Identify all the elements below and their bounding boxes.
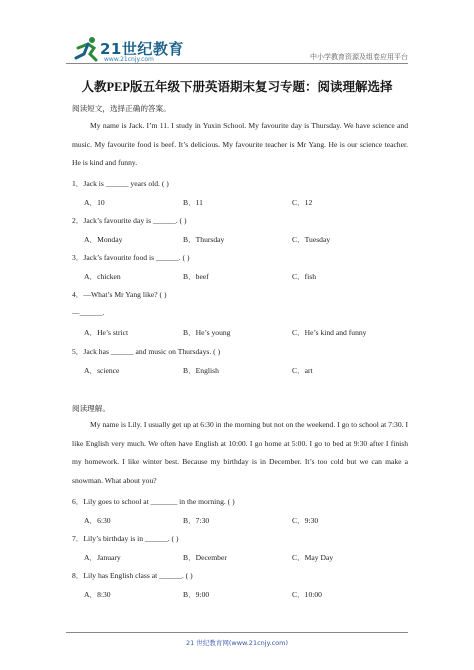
q3-option-c: C．fish	[292, 272, 317, 281]
q4-option-a: A．He’s strict	[84, 328, 129, 337]
q7-option-c: C．May Day	[292, 553, 334, 562]
q7-option-a: A．January	[84, 553, 121, 562]
question-5: 5．Jack has ______ and music on Thursdays. ( )	[72, 347, 221, 356]
runner-logo-icon	[72, 36, 102, 62]
header-platform-text: 中小学教育资源及组卷应用平台	[310, 53, 408, 61]
q5-option-b: B．English	[183, 366, 219, 375]
question-4: 4．—What’s Mr Yang like? ( )	[72, 290, 167, 299]
section1-instruction: 阅读短文，选择正确的答案。	[72, 104, 171, 113]
q7-option-b: B．December	[183, 553, 227, 562]
question-6: 6．Lily goes to school at _______ in the morning. ( )	[72, 497, 235, 506]
footer-text: 21 世纪教育网(www.21cnjy.com)	[186, 639, 288, 647]
q1-option-a: A．10	[84, 198, 105, 207]
q3-option-a: A．chicken	[84, 272, 121, 281]
question-7: 7．Lily’s birthday is in ______. ( )	[72, 534, 179, 543]
section2-instruction: 阅读理解。	[72, 404, 110, 413]
question-4-answer-line: —______.	[72, 308, 105, 317]
q5-option-a: A．science	[84, 366, 120, 375]
question-2: 2．Jack’s favourite day is ______. ( )	[72, 216, 187, 225]
q8-option-c: C．10:00	[292, 590, 322, 599]
q4-option-b: B．He’s young	[183, 328, 231, 337]
q1-option-c: C．12	[292, 198, 313, 207]
q3-option-b: B．beef	[183, 272, 209, 281]
q8-option-b: B．9:00	[183, 590, 210, 599]
q2-option-a: A．Monday	[84, 235, 123, 244]
section2-passage: My name is Lily. I usually get up at 6:30 in the morning but not on the weekend. I go to school at 7:30. I like English very much. We often have English at 10:00. I go home at 5:00. I go to bed at 9:30 after I finish my homework. I like winter best. Because my birthday is in December. It’s too cold but we can make a snowman. What about you?	[72, 420, 408, 485]
logo-url: www.21cnjy.com	[104, 56, 154, 63]
question-8: 8．Lily has English class at ______. ( )	[72, 571, 193, 580]
site-logo	[72, 36, 182, 66]
q4-option-c: C．He’s kind and funny	[292, 328, 367, 337]
header-divider	[66, 63, 408, 64]
q6-option-c: C．9:30	[292, 516, 319, 525]
q6-option-a: A．6:30	[84, 516, 111, 525]
question-3: 3．Jack’s favourite food is ______. ( )	[72, 253, 190, 262]
footer-divider	[66, 632, 408, 633]
page-title: 人教PEP版五年级下册英语期末复习专题：阅读理解选择	[81, 80, 393, 94]
q2-option-c: C．Tuesday	[292, 235, 331, 244]
question-1: 1．Jack is ______ years old. ( )	[72, 179, 169, 188]
section1-passage: My name is Jack. I’m 11. I study in Yuxin School. My favourite day is Thursday. We have science and music. My favourite food is beef. It’s delicious. My favourite teacher is Mr Yang. He is our science teacher. He is kind and funny.	[72, 121, 408, 167]
q8-option-a: A．8:30	[84, 590, 111, 599]
q6-option-b: B．7:30	[183, 516, 210, 525]
q1-option-b: B．11	[183, 198, 203, 207]
q5-option-c: C．art	[292, 366, 313, 375]
logo-text: 21世纪教育	[100, 40, 184, 58]
q2-option-b: B．Thursday	[183, 235, 225, 244]
